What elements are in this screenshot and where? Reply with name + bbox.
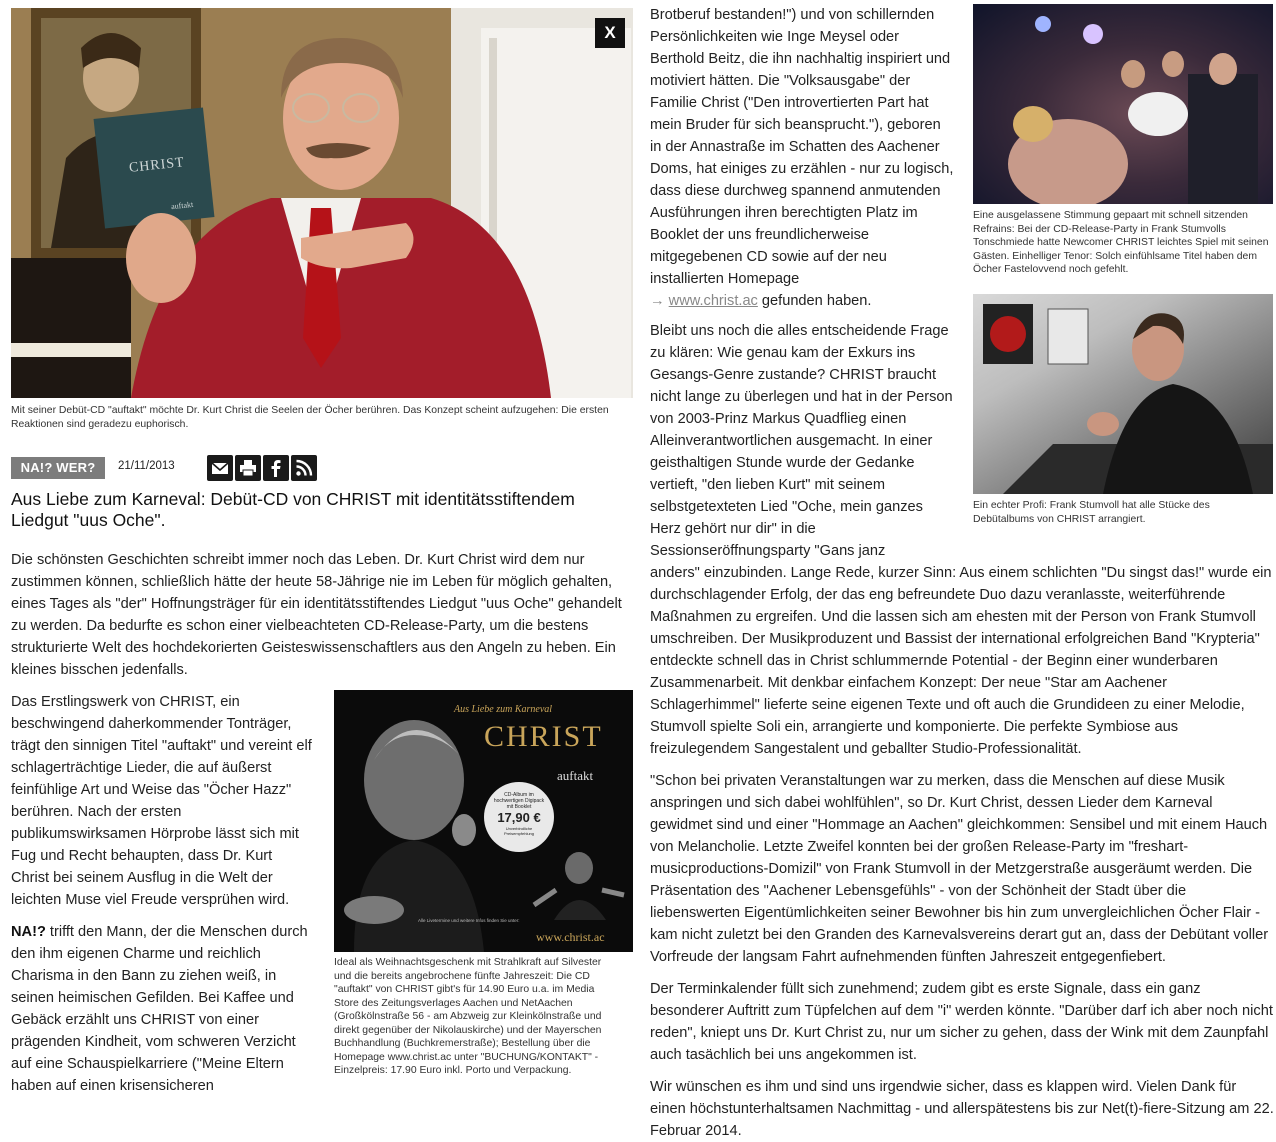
ad-caption: Ideal als Weihnachtsgeschenk mit Strahlkraft auf Silvester und die bereits angebrochene fünfte Jahreszeit: Die CD "auftakt" von CHRIST gibt's für 14.90 Euro u.a. im Media Store des Zeitungsverlages Aachen und NetAachen (Großkölnstraße 56 - am Abzweig zur Kleinkölnstraße und direkt gegenüber der Nikolauskirche) und der Mayerschen Buchhandlung (Buchkremerstraße); Bestellung über die Homepage www.christ.ac unter "BUCHUNG/KONTAKT" - Einzelpreis: 17.90 Euro inkl. Porto und Verpackung. bbox=[334, 957, 602, 1076]
article-headline: Aus Liebe zum Karneval: Debüt-CD von CHRIST mit identitätsstiftendem Liedgut "uus Oche". bbox=[11, 489, 575, 530]
ad-title: CHRIST bbox=[484, 720, 603, 753]
party-photo-illustration bbox=[973, 4, 1273, 204]
ad-script-line: Aus Liebe zum Karneval bbox=[454, 704, 553, 715]
close-button[interactable]: X bbox=[595, 18, 625, 48]
price-badge bbox=[484, 782, 554, 852]
studio-photo bbox=[973, 294, 1273, 494]
cd-label-subtitle: auftakt bbox=[170, 199, 194, 212]
homepage-link[interactable]: www.christ.ac bbox=[668, 293, 758, 309]
badge-price: 17,90 € bbox=[497, 810, 541, 825]
badge-text: CD-Album im hochwertigen Digipack mit Booklet bbox=[493, 792, 545, 810]
facebook-share-button[interactable] bbox=[263, 455, 289, 481]
col1-paragraph-3 bbox=[11, 921, 313, 1097]
rss-feed-button[interactable] bbox=[291, 455, 317, 481]
publish-date: 21/11/2013 bbox=[118, 460, 175, 472]
col2-paragraph-2-continued: anders" einzubinden. Lange Rede, kurzer Sinn: Aus einem schlichten "Du singst das!" wurde ein durchschlagender Erfolg, der das eng befreundete Duo dazu veranlasste, weiterführende Maßnahmen zu ergreifen. Und die lassen sich am ehesten mit der Person von Frank Stumvoll umschreiben. Der Musikproduzent und Bassist der international erfolgreichen Band "Krypteria" entdeckte schnell das in Christ schlummernde Potential - der Beginn einer wunderbaren Zusammenarbeit. Mit denkbar einfachem Konzept: Der neue "Star am Aachener Schlagerhimmel" lieferte seine eigenen Texte und oft auch die Grundideen zu einer Melodie, Stumvoll spielte Soli ein, arrangierte und komponierte. Die perfekte Symbiose aus freizulegendem Sangestalent und geballter Studio-Professionalität. bbox=[650, 565, 1272, 757]
studio-photo-illustration bbox=[973, 294, 1273, 494]
hero-caption: Mit seiner Debüt-CD "auftakt" möchte Dr. Kurt Christ die Seelen der Öcher berühren. Das Konzept scheint aufzugehen: Die ersten Reaktionen sind geradezu euphorisch. bbox=[11, 405, 609, 430]
section-tag[interactable]: NA!? WER? bbox=[11, 457, 105, 479]
brand-lead: NA!? bbox=[11, 924, 46, 940]
col2-paragraph-1 bbox=[650, 4, 955, 312]
col2-paragraph-5: Wir wünschen es ihm und sind uns irgendwie sicher, dass es klappen wird. Vielen Dank für einen höchstunterhaltsamen Nachmittag - und allerspätestens bis zur Net(t)-fiere-Sitzung am 22. Februar 2014. bbox=[650, 1079, 1274, 1139]
col1-paragraph-2: Das Erstlingswerk von CHRIST, ein beschwingend daherkommender Tonträger, trägt den sinnigen Titel "auftakt" und vereint elf schlagerträchtige Lieder, die auf äußerst feinfühlige Art und Weise das "Öcher Hazz" berühren. Nach der ersten publikumswirksamen Hörprobe lässt sich mit Fug und Recht behaupten, dass Dr. Kurt Christ bei seinem Ausflug in die Welt der leichten Muse viel Freude versprühen wird. bbox=[11, 694, 312, 908]
intro-paragraph: Die schönsten Geschichten schreibt immer noch das Leben. Dr. Kurt Christ wird dem nur zustimmen können, schließlich hätte der heute 58-Jährige nie im Leben für möglich gehalten, eines Tages als "der" Hoffnungsträger für ein identitätsstiftendes Liedgut "uus Oche" gehandelt zu werden. Da bedurfte es schon einer vielbeachteten CD-Release-Party, um die bestens strukturierte Welt des hochdekorierten Geisteswissenschaftlers aus den Angeln zu heben. Ein kleines bisschen jedenfalls. bbox=[11, 552, 622, 678]
col2-paragraph-2: Bleibt uns noch die alles entscheidende Frage zu klären: Wie genau kam der Exkurs ins Gesangs-Genre zustande? CHRIST braucht nicht lange zu überlegen und hat in der Person von 2003-Prinz Markus Quadflieg einen Alleinverantwortlichen ausgemacht. In einer geisthaltigen Stunde wurde der Gedanke vertieft, "den lieben Kurt" mit seinem selbstgetexteten Lied "Oche, mein ganzes Herz gehört nur dir" in die Sessionseröffnungsparty "Gans janz bbox=[650, 323, 953, 559]
party-photo-caption: Eine ausgelassene Stimmung gepaart mit schnell sitzenden Refrains: Bei der CD-Release-Party in Frank Stumvolls Tonschmiede hatte Newcomer CHRIST leichtes Spiel mit seinen Gästen. Einhelliger Tenor: Solch einfühlsame Titel haben dem Öcher Fastelovvend noch gefehlt. bbox=[973, 210, 1269, 275]
cd-advert-image bbox=[334, 690, 633, 952]
print-icon bbox=[239, 459, 257, 477]
hero-photo-illustration bbox=[11, 8, 633, 398]
hero-photo bbox=[11, 8, 633, 398]
release-party-photo bbox=[973, 4, 1273, 204]
studio-photo-caption: Ein echter Profi: Frank Stumvoll hat alle Stücke des Debütalbums von CHRIST arrangiert. bbox=[973, 500, 1210, 525]
col2-paragraph-3: "Schon bei privaten Veranstaltungen war zu merken, dass die Menschen auf diese Musik anspringen und sich dabei wohlfühlen", so Dr. Kurt Christ, dessen Lieder dem Karneval gewidmet sind und einer "Hommage an Aachen" gleichkommen: Sensibel und mit einem Hauch von Melancholie. Letzte Zweifel konnten bei der großen Release-Party im "freshart-musicproductions-Domizil" von Frank Stumvoll in der Metzgerstraße ausgeräumt werden. Die Präsentation des "Aachener Lebensgefühls" - von der Schönheit der Stadt über die liebenswerten Eigentümlichkeiten seiner Bewohner bis hin zum unvergleichlichen Öcher Flair - kam nicht zuletzt bei den Granden des Karnevalsvereins derart gut an, dass der Debütant voller Vorfreude der langsam Fahrt aufnehmenden fünften Jahreszeit entgegenfiebert. bbox=[650, 773, 1269, 965]
print-button[interactable] bbox=[235, 455, 261, 481]
mail-icon bbox=[211, 459, 229, 477]
rss-icon bbox=[295, 459, 313, 477]
col2-paragraph-1-text: Brotberuf bestanden!") und von schillernden Persönlichkeiten wie Inge Meysel oder Berthold Beitz, die ihn nachhaltig inspiriert und motiviert hätten. Die "Volksausgabe" der Familie Christ ("Den introvertierten Part hat mein Bruder für sich beansprucht."), geboren in der Annastraße im Schatten des Aachener Doms, hat einiges zu erzählen - nur zu logisch, dass diese durchweg spannend anmutenden Ausführungen ihren berechtigten Platz im Booklet der uns freundlicherweise mitgegebenen CD sowie auf der neu installierten Homepage bbox=[650, 7, 954, 287]
col2-paragraph-4: Der Terminkalender füllt sich zunehmend; zudem gibt es erste Signale, dass ein ganz besonderer Auftritt zum Tüpfelchen auf dem "i" werden könnte. "Darüber darf ich aber noch nicht reden", kniept uns Dr. Kurt Christ zu, nur um sicher zu gehen, dass der Wink mit dem Zaunpfahl auch tasächlich bei uns angekommen ist. bbox=[650, 981, 1273, 1063]
link-arrow-icon: → bbox=[650, 293, 665, 309]
col1-paragraph-3-text: trifft den Mann, der die Menschen durch den ihm eigenen Charme und reichlich Charisma in den Bann zu ziehen weiß, in seinen heimischen Gefilden. Bei Kaffee und Gebäck erzählt uns CHRIST von einer prägenden Kindheit, vom schweren Verzicht auf eine Schauspielkarriere ("Meine Eltern haben auf einen krisensicheren bbox=[11, 924, 308, 1094]
ad-url: www.christ.ac bbox=[536, 930, 605, 944]
badge-note: Unverbindliche Preisempfehlung bbox=[503, 826, 535, 836]
ad-subtitle: auftakt bbox=[557, 768, 594, 783]
cd-label-title: CHRIST bbox=[128, 155, 186, 176]
col2-paragraph-1-end: gefunden haben. bbox=[757, 293, 872, 309]
ad-footer-note: Alle Livetermine und weitere Infos finden Sie unter: bbox=[418, 918, 520, 923]
mail-share-button[interactable] bbox=[207, 455, 233, 481]
facebook-icon bbox=[267, 459, 285, 477]
